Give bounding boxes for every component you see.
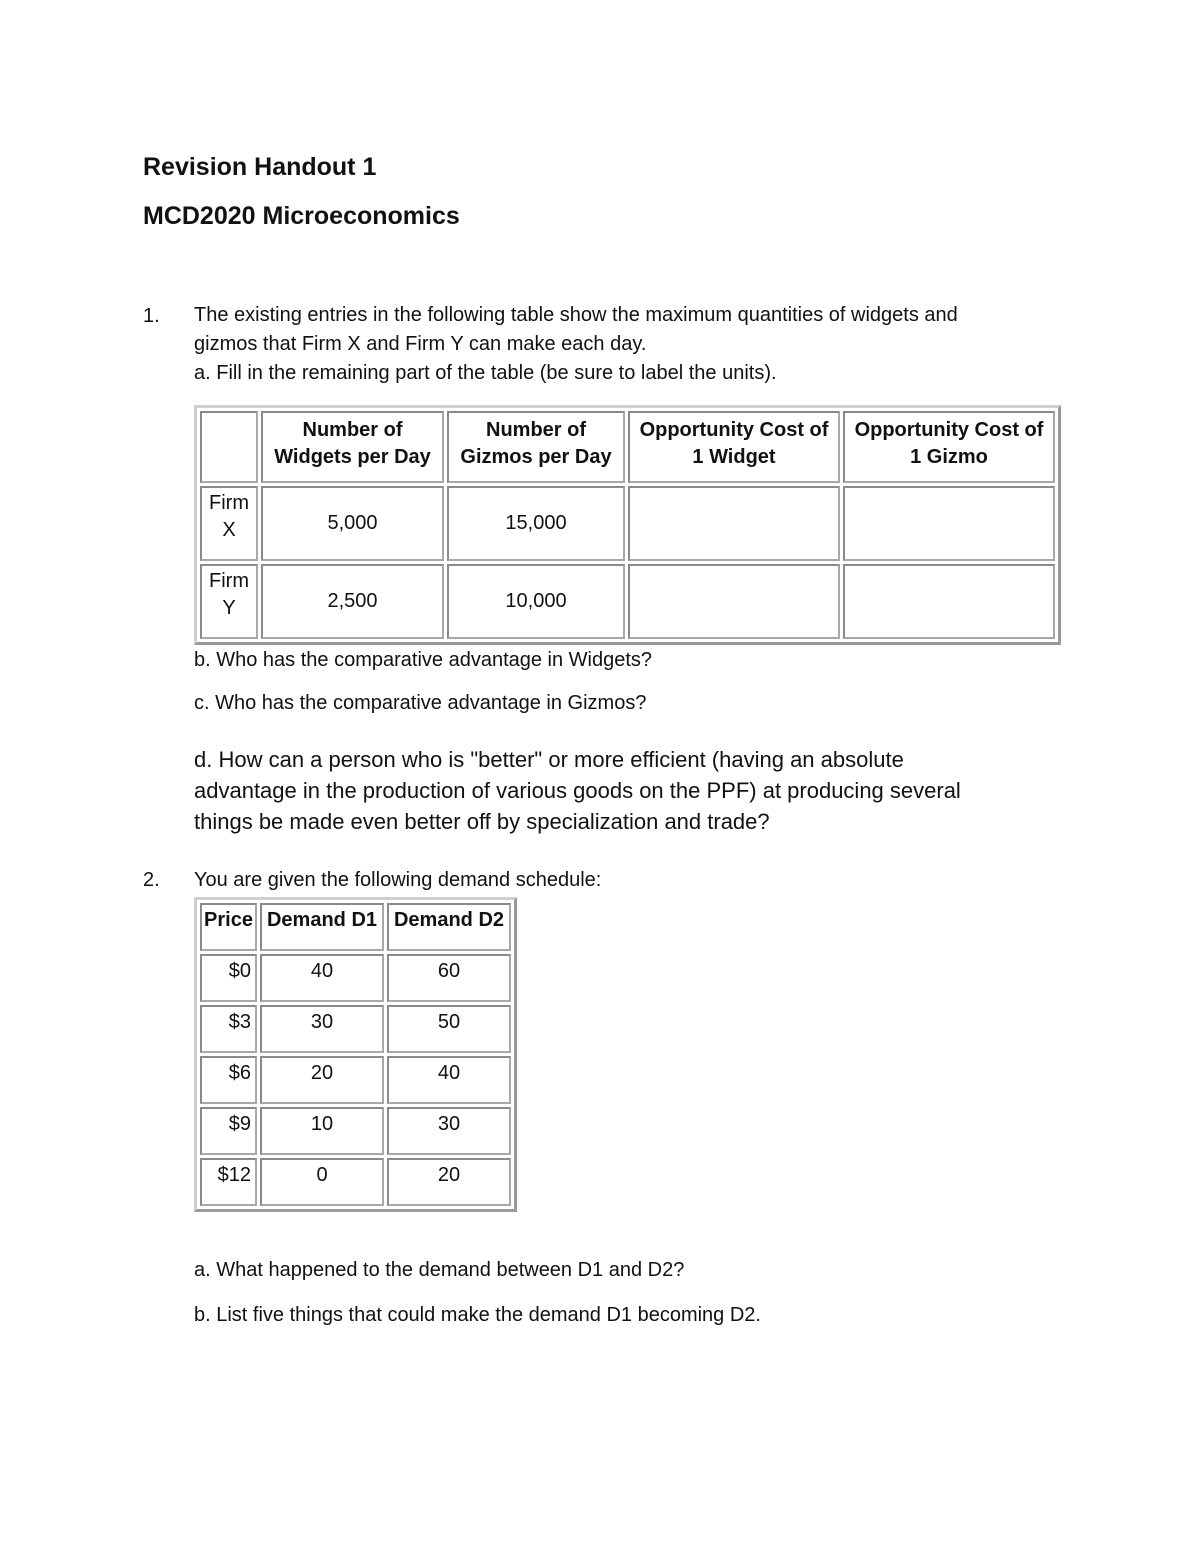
firm-x-oc-widget bbox=[628, 486, 840, 561]
firm-x-label: Firm X bbox=[200, 486, 258, 561]
price-cell: $0 bbox=[200, 954, 257, 1002]
table-header-empty bbox=[200, 411, 258, 483]
table-row bbox=[200, 1005, 511, 1053]
question-2-part-a: a. What happened to the demand between D1 and D2? bbox=[194, 1259, 685, 1281]
d1-cell: 20 bbox=[260, 1056, 384, 1104]
d2-cell: 20 bbox=[387, 1158, 511, 1206]
firm-y-label: Firm Y bbox=[200, 564, 258, 639]
d2-cell: 30 bbox=[387, 1107, 511, 1155]
header-demand-d2: Demand D2 bbox=[387, 903, 511, 951]
table-row bbox=[200, 954, 511, 1002]
d2-cell: 60 bbox=[387, 954, 511, 1002]
d1-cell: 10 bbox=[260, 1107, 384, 1155]
price-cell: $9 bbox=[200, 1107, 257, 1155]
question-1-line-2: gizmos that Firm X and Firm Y can make each day. bbox=[194, 333, 647, 355]
table-row bbox=[200, 1158, 511, 1206]
question-1-part-d: d. How can a person who is "better" or more efficient (having an absolute advantage in the production of various goods on the PPF) at producing several things be made even better off by specialization and trade? bbox=[194, 747, 961, 834]
document-title: Revision Handout 1 bbox=[143, 153, 377, 181]
header-oc-widget: Opportunity Cost of 1 Widget bbox=[628, 411, 840, 483]
header-oc-gizmo: Opportunity Cost of 1 Gizmo bbox=[843, 411, 1055, 483]
firm-x-widgets: 5,000 bbox=[261, 486, 444, 561]
demand-schedule-table bbox=[194, 897, 517, 1212]
question-1-number: 1. bbox=[143, 305, 160, 327]
firm-x-gizmos: 15,000 bbox=[447, 486, 625, 561]
price-cell: $12 bbox=[200, 1158, 257, 1206]
course-title: MCD2020 Microeconomics bbox=[143, 202, 460, 230]
firm-y-gizmos: 10,000 bbox=[447, 564, 625, 639]
question-1-part-a: a. Fill in the remaining part of the table (be sure to label the units). bbox=[194, 362, 777, 384]
d1-cell: 0 bbox=[260, 1158, 384, 1206]
d1-cell: 30 bbox=[260, 1005, 384, 1053]
header-gizmos-per-day: Number of Gizmos per Day bbox=[447, 411, 625, 483]
question-2-number: 2. bbox=[143, 869, 160, 891]
d2-cell: 40 bbox=[387, 1056, 511, 1104]
table-row bbox=[200, 564, 1055, 639]
header-widgets-per-day: Number of Widgets per Day bbox=[261, 411, 444, 483]
question-1-part-b: b. Who has the comparative advantage in Widgets? bbox=[194, 649, 653, 671]
question-2-intro: You are given the following demand schedule: bbox=[194, 869, 602, 891]
question-1-line-1: The existing entries in the following table show the maximum quantities of widgets and bbox=[194, 304, 958, 326]
table-header-row bbox=[200, 411, 1055, 483]
production-table bbox=[194, 405, 1061, 645]
table-row bbox=[200, 486, 1055, 561]
table-row bbox=[200, 1107, 511, 1155]
price-cell: $3 bbox=[200, 1005, 257, 1053]
d1-cell: 40 bbox=[260, 954, 384, 1002]
question-1-text bbox=[194, 301, 958, 388]
firm-y-oc-widget bbox=[628, 564, 840, 639]
firm-y-widgets: 2,500 bbox=[261, 564, 444, 639]
header-price: Price bbox=[200, 903, 257, 951]
firm-x-oc-gizmo bbox=[843, 486, 1055, 561]
firm-y-oc-gizmo bbox=[843, 564, 1055, 639]
question-1-part-c: c. Who has the comparative advantage in Gizmos? bbox=[194, 692, 647, 714]
d2-cell: 50 bbox=[387, 1005, 511, 1053]
price-cell: $6 bbox=[200, 1056, 257, 1104]
header-demand-d1: Demand D1 bbox=[260, 903, 384, 951]
table-row bbox=[200, 1056, 511, 1104]
table-header-row bbox=[200, 903, 511, 951]
question-2-part-b: b. List five things that could make the demand D1 becoming D2. bbox=[194, 1304, 761, 1326]
